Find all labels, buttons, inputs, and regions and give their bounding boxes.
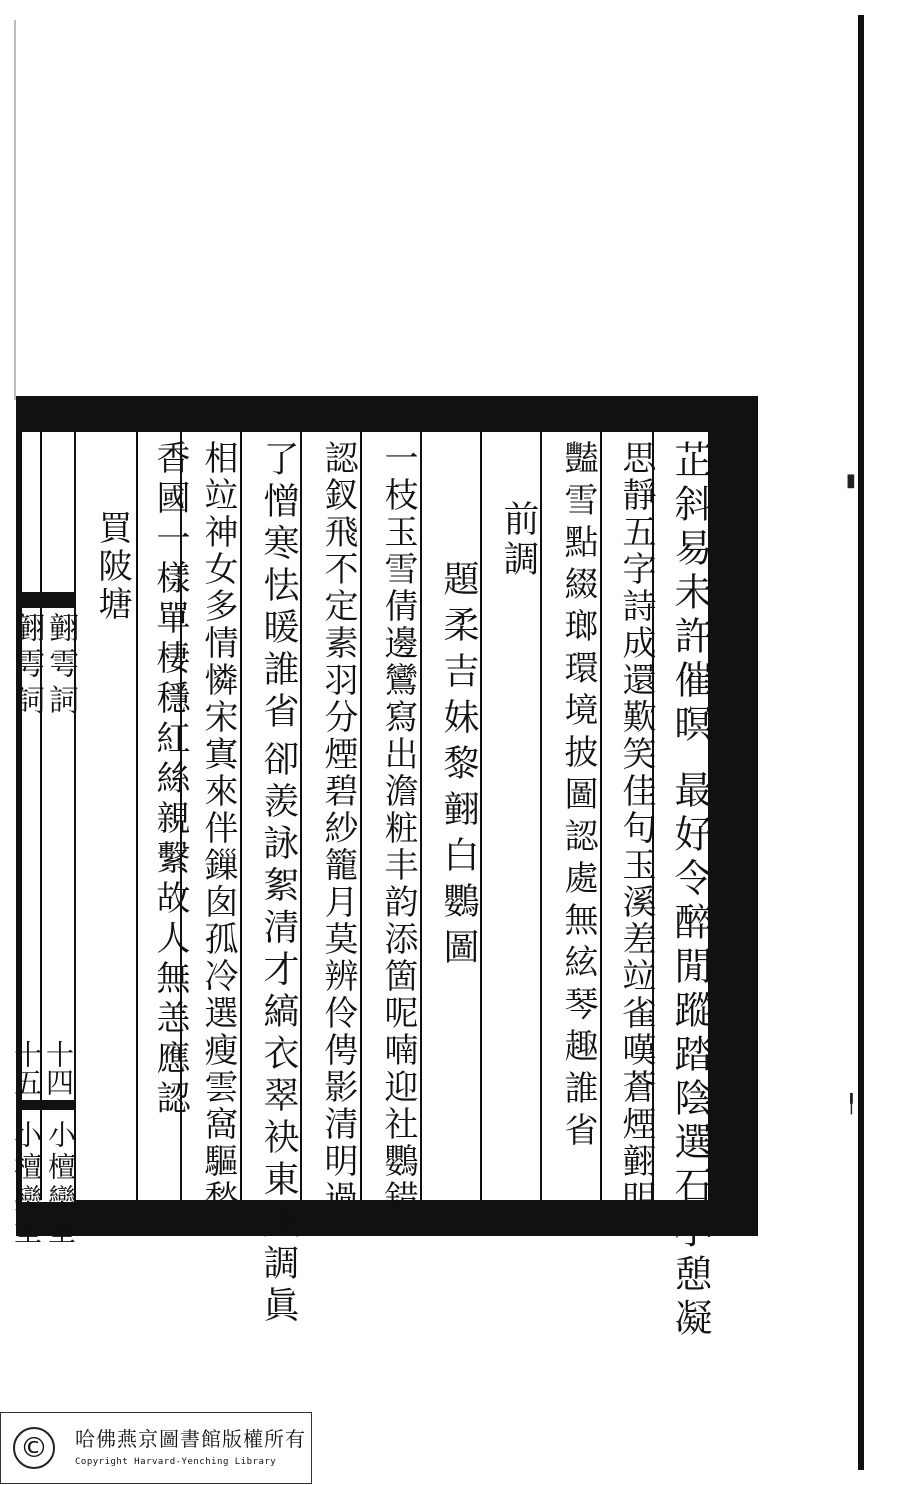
- text-column-2: 思靜五字詩成還歎笑佳句玉溪差竝雀嘆蒼煙𦒍明: [616, 440, 656, 1217]
- margin-title-b: 𦒍雩詞: [9, 612, 44, 720]
- ink-mark: ▮: [846, 470, 856, 491]
- text-column-3: 豔雪點綴瑯環境披圖認處無絃琴趣誰省: [558, 440, 598, 1154]
- text-column-1a: 芷斜易未許催暝: [668, 440, 712, 748]
- page-edge-left: [14, 20, 16, 400]
- copyright-text-zh: 哈佛燕京圖書館版權所有: [75, 1427, 306, 1451]
- margin-fishtail: [16, 592, 74, 608]
- text-column-1b: 最好令醉閒蹤踏陰選石小憩凝: [668, 770, 712, 1342]
- text-column-9: 相竝神女多情憐宋寘來伴鏁囱孤冷選瘦雲窩驅愁: [198, 440, 238, 1217]
- studio-name-b: 小檀欒室: [10, 1120, 43, 1248]
- margin-divider: [16, 1100, 74, 1110]
- page-edge-right: [858, 15, 864, 1470]
- frame-top: [16, 396, 758, 432]
- copyright-icon: ©: [13, 1427, 55, 1469]
- page-number-b: 十五: [10, 1040, 43, 1096]
- studio-name-a: 小檀欒室: [44, 1120, 77, 1248]
- margin-title-a: 𦒍雩詞: [43, 612, 78, 720]
- text-column-10: 香國一樣單棲穩紅絲親繫故人無恙應認: [150, 440, 190, 1120]
- copyright-notice: [0, 1412, 312, 1484]
- text-column-8a: 了憎寒怯暖誰省: [258, 440, 299, 734]
- ink-mark: ╿: [846, 1094, 857, 1115]
- copyright-text-en: Copyright Harvard-Yenching Library: [75, 1457, 277, 1467]
- text-column-5: 題柔吉妹黎𦒍白鸚圖: [438, 560, 479, 974]
- text-column-11: 買陂塘: [92, 510, 132, 624]
- page-number-a: 十四: [42, 1040, 75, 1096]
- text-column-8b: 卻羨詠絮清才縞衣翠袂東風調眞: [258, 740, 299, 1328]
- text-column-6: 一枝玉雪倩邊鸞寫出澹粧丰韵添箇呢喃迎社鸚錯: [378, 440, 418, 1217]
- text-column-4: 前調: [498, 500, 539, 580]
- text-column-7: 認釵飛不定素羽分煙碧紗籠月莫辨伶俜影清明過: [318, 440, 358, 1217]
